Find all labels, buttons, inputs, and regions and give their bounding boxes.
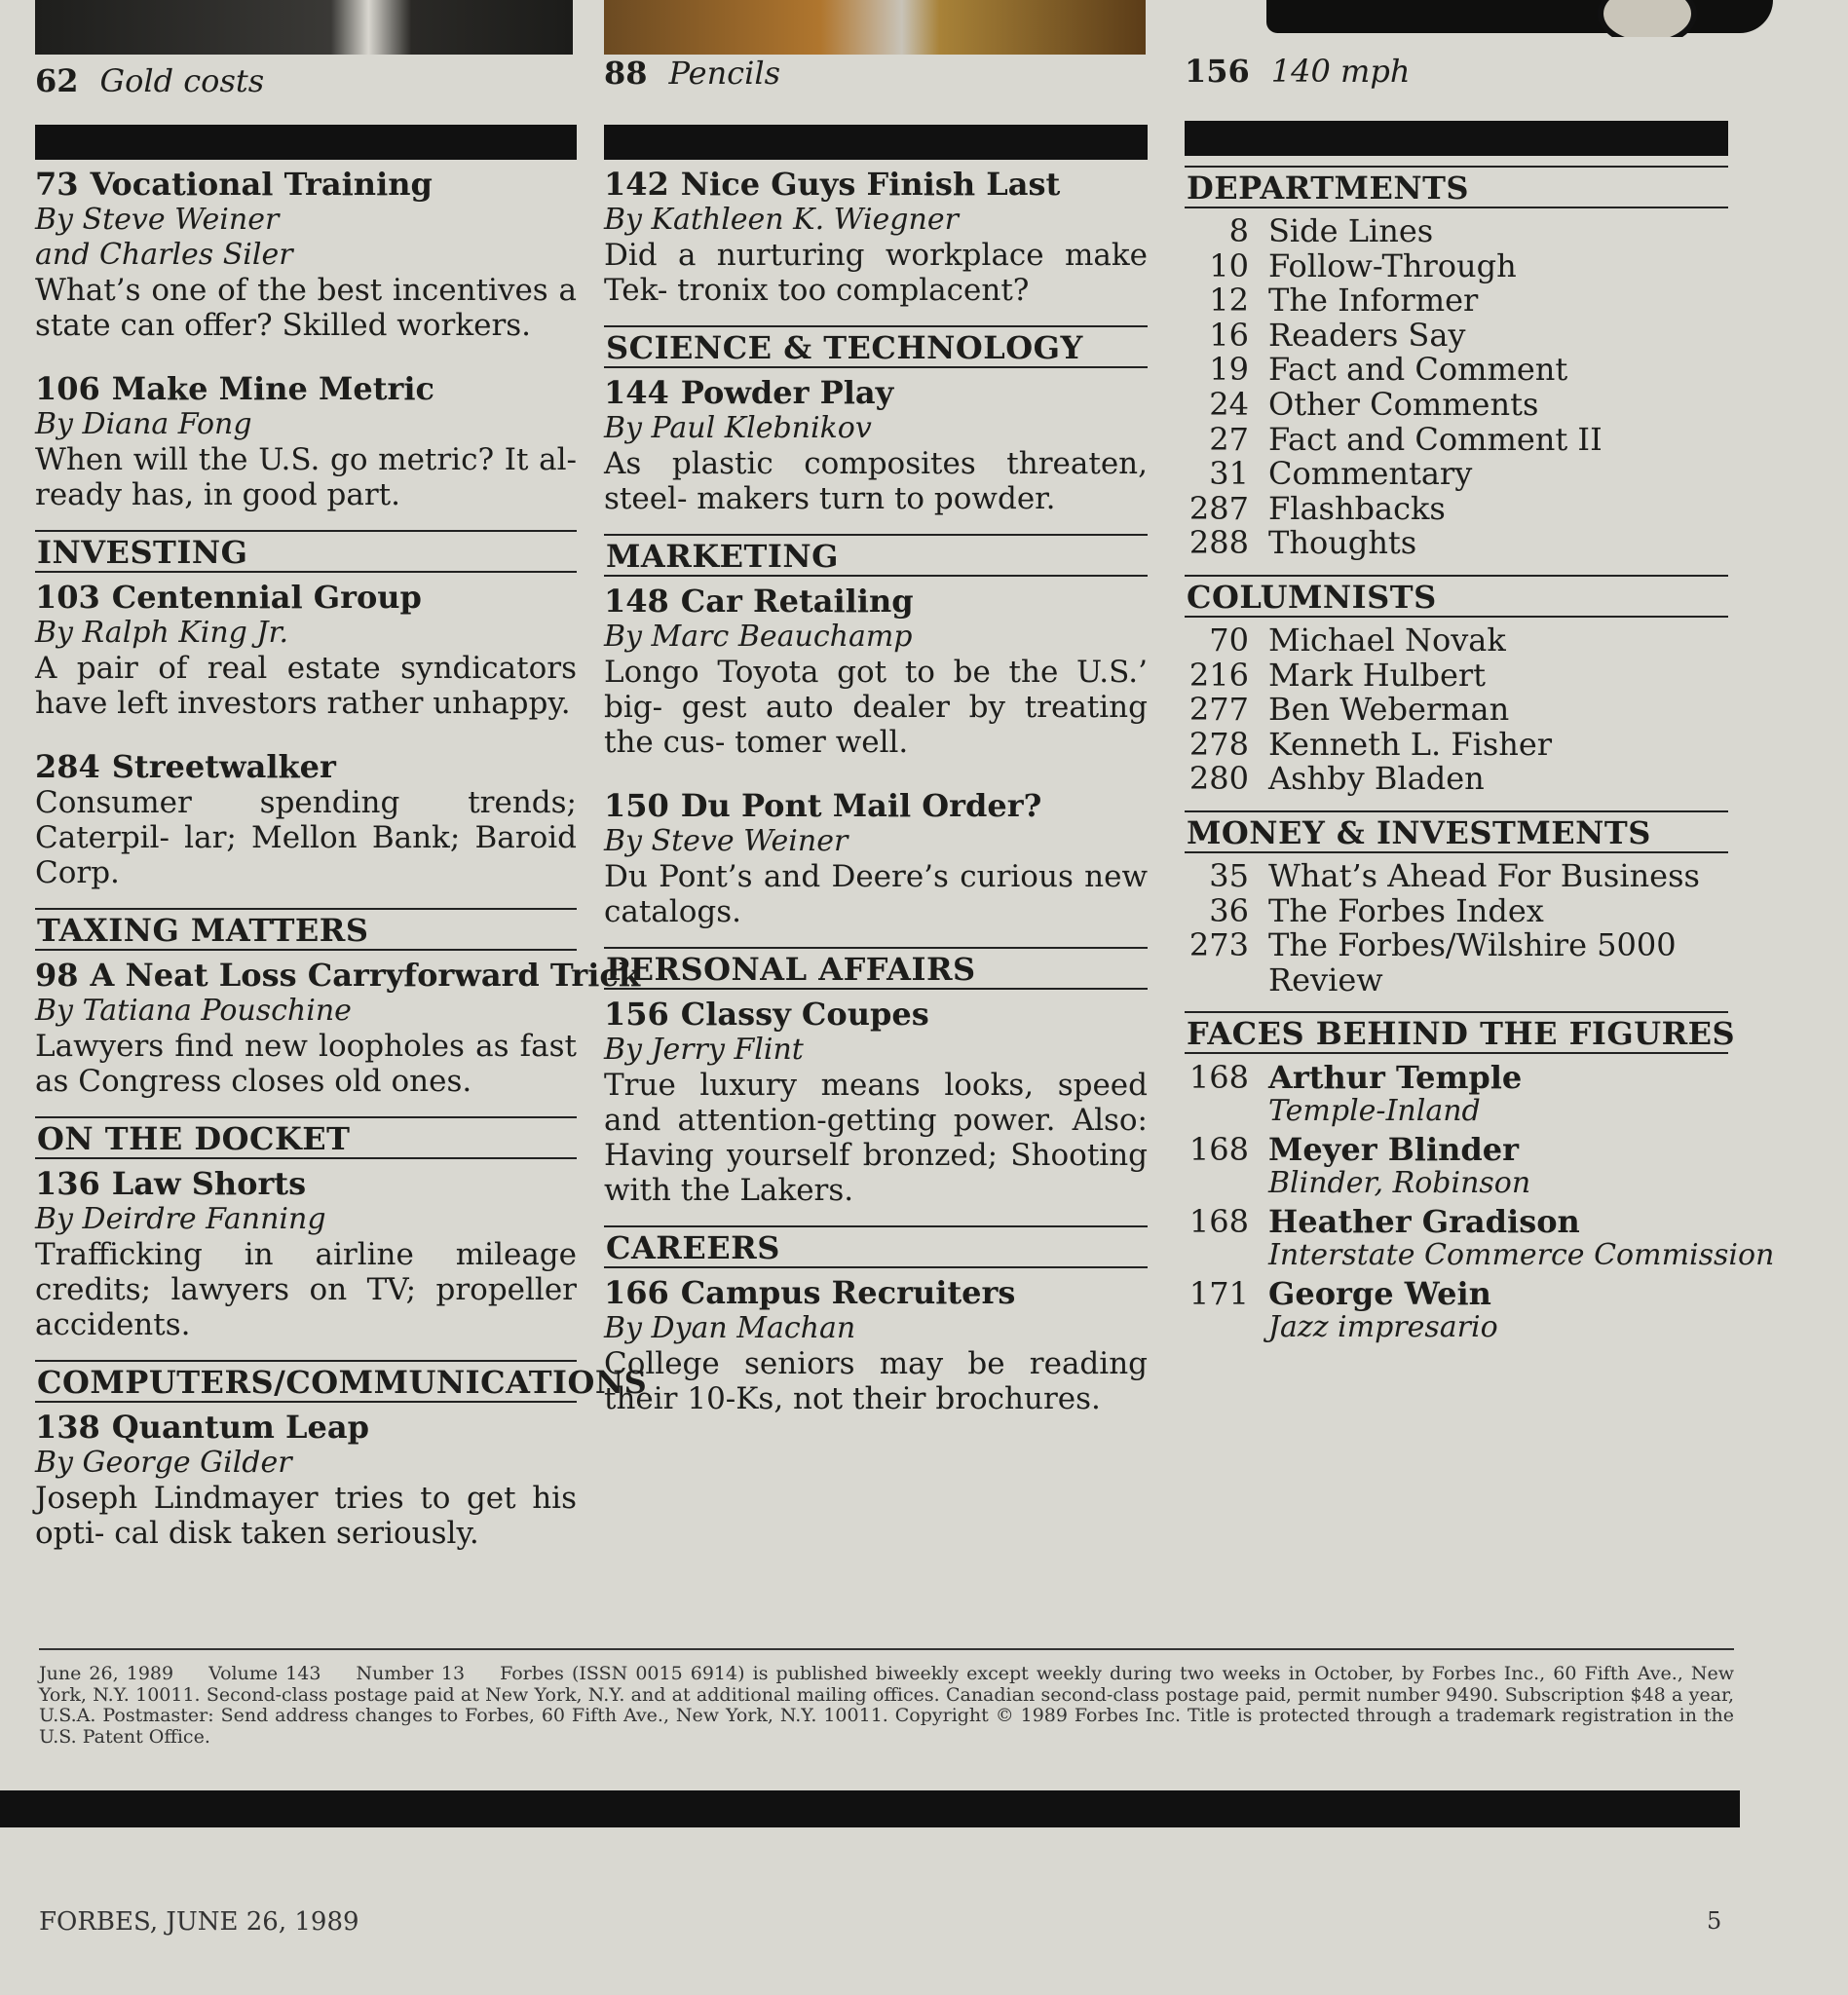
money-item[interactable]: Review — [1268, 960, 1383, 998]
photo-140-mph — [1266, 0, 1831, 37]
masthead-statement: June 26, 1989 Volume 143 Number 13 Forbes (ISSN 0015 6914) is published biweekly except weekly during two weeks in October, by Forbes Inc., 60 Fifth Ave., New York, N.Y. 10011. Second-class postage paid at New York, N.Y. and at additional mailing offices. Canadian second-class postage paid, permit number 9490. Subscription $48 a year, U.S.A. Postmaster: Send address changes to Forbes, 60 Fifth Ave., New York, N.Y. 10011. Copyright © 1989 Forbes Inc. Title is protected through a trademark registration in the U.S. Patent Office. — [39, 1663, 1735, 1748]
article-classy-coupes[interactable]: 156 Classy Coupes By Jerry Flint True luxury means looks, speed and attention-getting power. Also: Having yourself bronzed; Shooting with the Lakers. — [604, 996, 1148, 1208]
caption-gold-costs: 62 Gold costs — [35, 62, 265, 99]
department-item[interactable]: 24 Other Comments — [1209, 385, 1539, 423]
department-item[interactable]: 288 Thoughts — [1188, 524, 1417, 562]
department-item[interactable]: 8 Side Lines — [1228, 212, 1434, 249]
article-law-shorts[interactable]: 136 Law Shorts By Deirdre Fanning Trafficking in airline mileage credits; lawyers on TV; propeller accidents. — [35, 1165, 577, 1342]
section-investing: INVESTING — [35, 530, 577, 573]
article-car-retailing[interactable]: 148 Car Retailing By Marc Beauchamp Longo Toyota got to be the U.S.’ big- gest auto dealer by treating the cus- tomer well. — [604, 583, 1148, 760]
department-item[interactable]: 27 Fact and Comment II — [1209, 420, 1603, 458]
face-item[interactable]: 168 Meyer Blinder Blinder, Robinson — [1188, 1131, 1531, 1201]
article-powder-play[interactable]: 144 Powder Play By Paul Klebnikov As plastic composites threaten, steel- makers turn to powder. — [604, 374, 1148, 516]
faces-list — [1185, 1059, 1775, 1345]
column-left — [35, 125, 648, 1568]
department-item[interactable]: 10 Follow-Through — [1209, 246, 1517, 284]
footer-rule — [39, 1648, 1734, 1650]
caption-pencils: 88 Pencils — [604, 55, 780, 92]
column-top-bar — [35, 125, 577, 160]
bottom-bar — [0, 1790, 1740, 1827]
section-taxing-matters: TAXING MATTERS — [35, 908, 577, 951]
section-on-the-docket: ON THE DOCKET — [35, 1116, 577, 1159]
departments-list — [1185, 214, 1728, 561]
money-item[interactable]: 36 The Forbes Index — [1209, 891, 1544, 929]
article-streetwalker[interactable]: 284 Streetwalker Consumer spending trends; Caterpil- lar; Mellon Bank; Baroid Corp. — [35, 748, 577, 890]
money-investments-list — [1185, 856, 1728, 998]
columnist-item[interactable]: 277 Ben Weberman — [1188, 691, 1510, 729]
section-science-technology: SCIENCE & TECHNOLOGY — [604, 325, 1148, 368]
article-vocational-training[interactable]: 73 Vocational Training By Steve Weiner and Charles Siler What’s one of the best incentives a state can offer? Skilled workers. — [35, 166, 577, 343]
article-loss-carryforward[interactable]: 98 A Neat Loss Carryforward Trick By Tatiana Pouschine Lawyers find new loopholes as fast as Congress closes old ones. — [35, 957, 641, 1099]
section-faces-behind-figures: FACES BEHIND THE FIGURES — [1185, 1011, 1728, 1054]
money-item[interactable]: 273 The Forbes/Wilshire 5000 — [1188, 926, 1677, 964]
column-right — [1185, 121, 1775, 1358]
face-item[interactable]: 168 Arthur Temple Temple-Inland — [1188, 1059, 1523, 1129]
caption-140-mph: 156 140 mph — [1185, 53, 1411, 90]
column-middle — [604, 125, 1148, 1434]
article-du-pont-mail-order[interactable]: 150 Du Pont Mail Order? By Steve Weiner Du Pont’s and Deere’s curious new catalogs. — [604, 787, 1148, 929]
column-top-bar — [1185, 121, 1728, 156]
department-item[interactable]: 12 The Informer — [1209, 282, 1479, 320]
article-nice-guys[interactable]: 142 Nice Guys Finish Last By Kathleen K. Wiegner Did a nurturing workplace make Tek- tronix too complacent? — [604, 166, 1148, 308]
columnists-list — [1185, 623, 1728, 797]
article-make-mine-metric[interactable]: 106 Make Mine Metric By Diana Fong When will the U.S. go metric? It al- ready has, in good part. — [35, 370, 577, 512]
department-item[interactable]: 16 Readers Say — [1209, 316, 1466, 354]
photo-pencils — [604, 0, 1146, 55]
section-departments: DEPARTMENTS — [1185, 166, 1728, 208]
columnist-item[interactable]: 216 Mark Hulbert — [1188, 656, 1487, 694]
section-columnists: COLUMNISTS — [1185, 575, 1728, 618]
department-item[interactable]: 287 Flashbacks — [1188, 489, 1446, 527]
columnist-item[interactable]: 70 Michael Novak — [1209, 621, 1506, 659]
section-computers-communications: COMPUTERS/COMMUNICATIONS — [35, 1360, 577, 1403]
columnist-item[interactable]: 280 Ashby Bladen — [1188, 760, 1485, 798]
article-quantum-leap[interactable]: 138 Quantum Leap By George Gilder Joseph Lindmayer tries to get his opti- cal disk taken seriously. — [35, 1409, 577, 1551]
page-footer-title: FORBES, JUNE 26, 1989 — [39, 1907, 359, 1937]
section-money-investments: MONEY & INVESTMENTS — [1185, 810, 1728, 853]
columnist-item[interactable]: 278 Kenneth L. Fisher — [1188, 725, 1553, 763]
article-campus-recruiters[interactable]: 166 Campus Recruiters By Dyan Machan College seniors may be reading their 10-Ks, not their brochures. — [604, 1274, 1148, 1416]
section-careers: CAREERS — [604, 1225, 1148, 1268]
photo-gold-costs — [35, 0, 573, 55]
section-marketing: MARKETING — [604, 534, 1148, 577]
column-top-bar — [604, 125, 1148, 160]
page-number: 5 — [1707, 1907, 1722, 1935]
department-item[interactable]: 19 Fact and Comment — [1209, 351, 1568, 389]
department-item[interactable]: 31 Commentary — [1209, 455, 1473, 493]
money-item[interactable]: 35 What’s Ahead For Business — [1209, 856, 1700, 894]
face-item[interactable]: 171 George Wein Jazz impresario — [1188, 1275, 1498, 1345]
article-centennial-group[interactable]: 103 Centennial Group By Ralph King Jr. A pair of real estate syndicators have left investors rather unhappy. — [35, 579, 577, 721]
face-item[interactable]: 168 Heather Gradison Interstate Commerce Commission — [1188, 1203, 1775, 1273]
section-personal-affairs: PERSONAL AFFAIRS — [604, 947, 1148, 990]
